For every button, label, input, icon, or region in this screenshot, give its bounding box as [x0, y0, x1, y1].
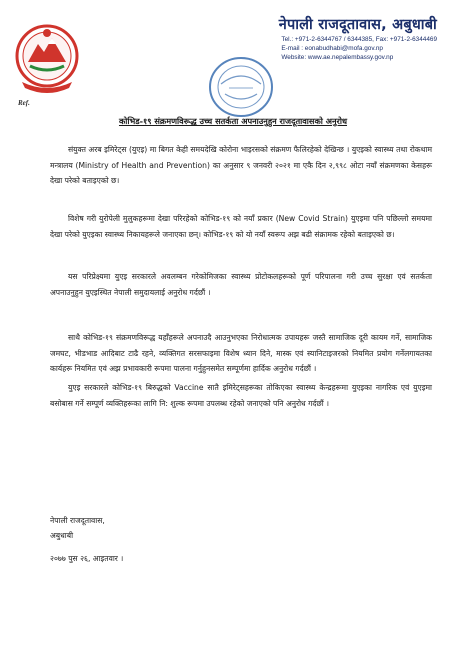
nepal-emblem-icon: [14, 22, 80, 94]
signoff-embassy: नेपाली राजदूतावास,: [50, 516, 105, 525]
letter-date: २०७७ पुस २६, आइतवार ।: [50, 554, 124, 563]
paragraph-4: साथै कोभिड-१९ संक्रमणविरूद्ध यहाँहरूले अपनाउदै आउनुभएका निरोधात्मक उपायहरू जस्तै सामाजिक दूरी कायम गर्ने, सामाजिक जमघट, भीडभाड आदिबाट टाढै रहने, व्यक्तिगत सरसफाइमा विशेष ध्यान दिने, मास्क एवं स्यानिटाइजरको नियमित प्रयोग गर्नेलगायतका कार्यहरू नियमित एवं अझ प्रभावकारी रूपमा पालना गर्नुहुनसमेत सम्पूर्णमा हार्दिक अनुरोध गर्दछौं ।: [50, 333, 432, 373]
ref-label: Ref.: [18, 99, 30, 107]
letterhead: [275, 14, 437, 62]
signoff: [50, 513, 105, 543]
contact-website: Website: www.ae.nepalembassy.gov.np: [281, 54, 394, 61]
letter-subject: कोभिड-१९ संक्रमणविरूद्ध उच्च सतर्कता अपनाउनुहुन राजदूतावासको अनुरोध: [118, 116, 348, 126]
embassy-name: नेपाली राजदूतावास, अबुधाबी: [278, 17, 437, 33]
contact-email: E-mail : eonabudhabi@mofa.gov.np: [281, 45, 383, 52]
signoff-city: अबुधाबी: [50, 531, 74, 540]
paragraph-5: युएइ सरकारले कोभिड-१९ बिरुद्धको Vaccine सातै इमिरेट्सहरूका तोकिएका स्वास्थ्य केन्द्रहरूमा युएइका नागरिक एवं युएइमा बसोबास गर्ने सम्पूर्ण व्यक्तिहरूका लागि नि: शुल्क रूपमा उपलब्ध रहेको जनाएको पनि अनुरोध गर्दछौं ।: [50, 383, 432, 408]
paragraph-3: यस परिप्रेक्ष्यमा युएइ सरकारले अवलम्बन गरेकोमिजका स्वास्थ्य प्रोटोकलहरूको पूर्ण परिपालना गरी उच्च सुरक्षा एवं सतर्कता अपनाउनुहुन युएइस्थित नेपाली समुदायलाई अनुरोध गर्दछौं ।: [50, 272, 432, 297]
paragraph-2: विशेष गरी युरोपेली मुलुकहरूमा देखा परिरहेको कोभिड-१९ को नयाँ प्रकार (New Covid Strain) युएइमा पनि पछिल्लो समयमा देखा परेको युएइका स्वास्थ्य निकायहरूले जनाएका छन्। कोभिड-१९ को यो नयाँ स्वरूप अझ बढी संक्रामक रहेको बताइएको छ।: [50, 214, 432, 239]
contact-phone: Tel.: +971-2-6344767 / 6344385, Fax: +971-2-6344469: [281, 36, 437, 43]
paragraph-1: संयुक्त अरब इमिरेट्स (युएइ) मा बिगत केही समयदेखि कोरोना भाइरसको संक्रमण फैलिरहेको देखिन्छ । युएइको स्वास्थ्य तथा रोकथाम मन्त्रालय (Ministry of Health and Prevention) का अनुसार ९ जनवरी २०२१ मा एकै दिन २,९९८ ओटा नयाँ संक्रमणका केसहरू देखा परेको बताइएको छ।: [50, 145, 432, 185]
embassy-stamp-icon: [207, 54, 275, 120]
contact-block: [281, 35, 437, 62]
